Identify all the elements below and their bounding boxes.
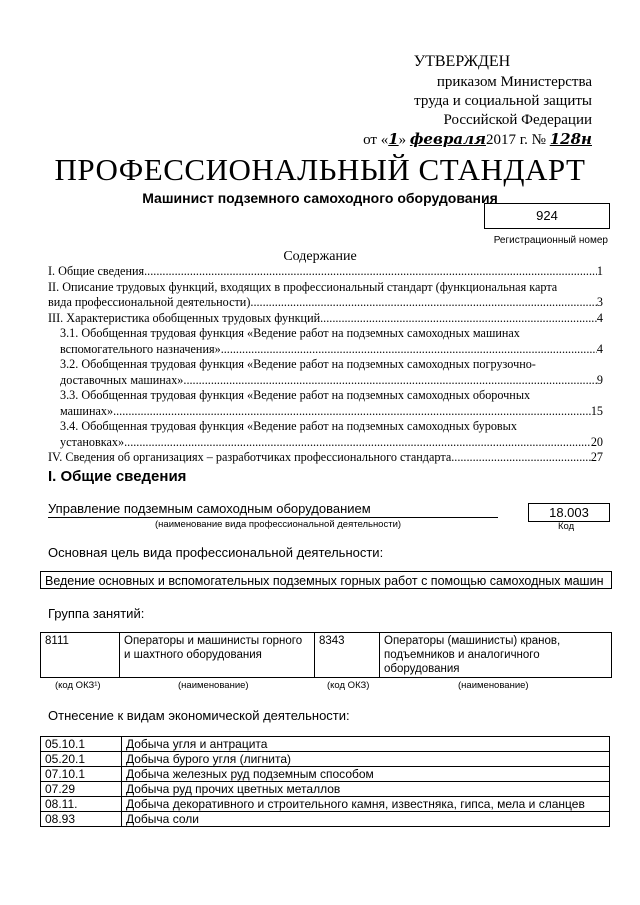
- groups-label: Группа занятий:: [48, 606, 145, 621]
- toc-entry[interactable]: I. Общие сведения ..... 1: [48, 264, 603, 280]
- toc-entry[interactable]: II. Описание трудовых функций, входящих в профессиональный стандарт (функциональная карта вида профессиональной деятельности) ..... 3: [48, 280, 603, 311]
- table-row: [41, 737, 610, 752]
- goal-label: Основная цель вида профессиональной деятельности:: [48, 545, 384, 560]
- okved-name: Добыча железных руд подземным способом: [122, 767, 610, 782]
- okved-label: Отнесение к видам экономической деятельности:: [48, 708, 350, 723]
- okved-name: Добыча соли: [122, 812, 610, 827]
- table-row: [41, 797, 610, 812]
- okved-name: Добыча декоративного и строительного камня, известняка, гипса, мела и сланцев: [122, 797, 610, 812]
- okved-name: Добыча бурого угля (лигнита): [122, 752, 610, 767]
- approval-line-1: приказом Министерства: [436, 74, 592, 90]
- table-row: [41, 782, 610, 797]
- document-subtitle: Машинист подземного самоходного оборудования: [142, 190, 498, 206]
- toc-heading: Содержание: [283, 249, 357, 264]
- document-title: ПРОФЕССИОНАЛЬНЫЙ СТАНДАРТ: [54, 152, 586, 187]
- group-name: Операторы (машинисты) кранов, подъемников и аналогичного оборудования: [380, 633, 612, 678]
- handwritten-day: 1: [388, 130, 399, 148]
- okved-code: 05.20.1: [41, 752, 122, 767]
- okved-name: Добыча угля и антрацита: [122, 737, 610, 752]
- okved-code: 07.29: [41, 782, 122, 797]
- registration-number-box: 924: [484, 203, 610, 229]
- handwritten-month: февраля: [409, 130, 486, 148]
- toc-entry[interactable]: IV. Сведения об организациях – разработчиках профессионального стандарта ..... 27: [48, 450, 603, 466]
- code-caption: Код: [558, 521, 575, 532]
- approval-line-2: труда и социальной защиты: [414, 93, 592, 109]
- toc-entry[interactable]: 3.2. Обобщенная трудовая функция «Ведение работ на подземных самоходных погрузочно- доставочных машинах» ..... 9: [48, 357, 603, 388]
- groups-caption-name: (наименование): [178, 680, 249, 691]
- toc-entry[interactable]: III. Характеристика обобщенных трудовых функций ..... 4: [48, 311, 603, 327]
- code-box: 18.003: [528, 503, 610, 522]
- handwritten-order-number: 128н: [549, 130, 592, 148]
- okved-code: 05.10.1: [41, 737, 122, 752]
- table-row: [41, 812, 610, 827]
- group-name: Операторы и машинисты горного и шахтного оборудования: [120, 633, 315, 678]
- activity-caption: (наименование вида профессиональной деятельности): [155, 519, 402, 530]
- toc-entry[interactable]: 3.1. Обобщенная трудовая функция «Ведение работ на подземных самоходных машинах вспомогательного назначения» ..... 4: [48, 326, 603, 357]
- registration-number-label: Регистрационный номер: [493, 235, 608, 246]
- table-of-contents: [48, 264, 603, 466]
- group-code: 8343: [315, 633, 380, 678]
- goal-text: Ведение основных и вспомогательных подземных горных работ с помощью самоходных машин: [40, 571, 612, 589]
- group-code: 8111: [41, 633, 120, 678]
- groups-caption-name: (наименование): [458, 680, 529, 691]
- table-row: [41, 752, 610, 767]
- table-row: [41, 633, 612, 678]
- groups-caption-code: (код ОКЗ¹): [55, 680, 101, 691]
- approval-line-3: Российской Федерации: [443, 112, 592, 128]
- economic-activities-table: [40, 736, 610, 827]
- section-heading: I. Общие сведения: [48, 468, 187, 485]
- groups-caption-code: (код ОКЗ): [327, 680, 370, 691]
- okved-code: 08.93: [41, 812, 122, 827]
- approval-date-line: от «1» февраля2017 г. № 128н: [363, 130, 592, 148]
- okved-name: Добыча руд прочих цветных металлов: [122, 782, 610, 797]
- toc-entry[interactable]: 3.4. Обобщенная трудовая функция «Ведение работ на подземных самоходных буровых установках» ..... 20: [48, 419, 603, 450]
- toc-entry[interactable]: 3.3. Обобщенная трудовая функция «Ведение работ на подземных самоходных оборочных машинах» ..... 15: [48, 388, 603, 419]
- approval-block: [332, 52, 592, 150]
- okved-code: 07.10.1: [41, 767, 122, 782]
- approval-caption: УТВЕРЖДЕН: [413, 53, 511, 70]
- activity-name: Управление подземным самоходным оборудованием: [48, 501, 498, 518]
- okved-code: 08.11.: [41, 797, 122, 812]
- occupation-groups-table: [40, 632, 612, 678]
- table-row: [41, 767, 610, 782]
